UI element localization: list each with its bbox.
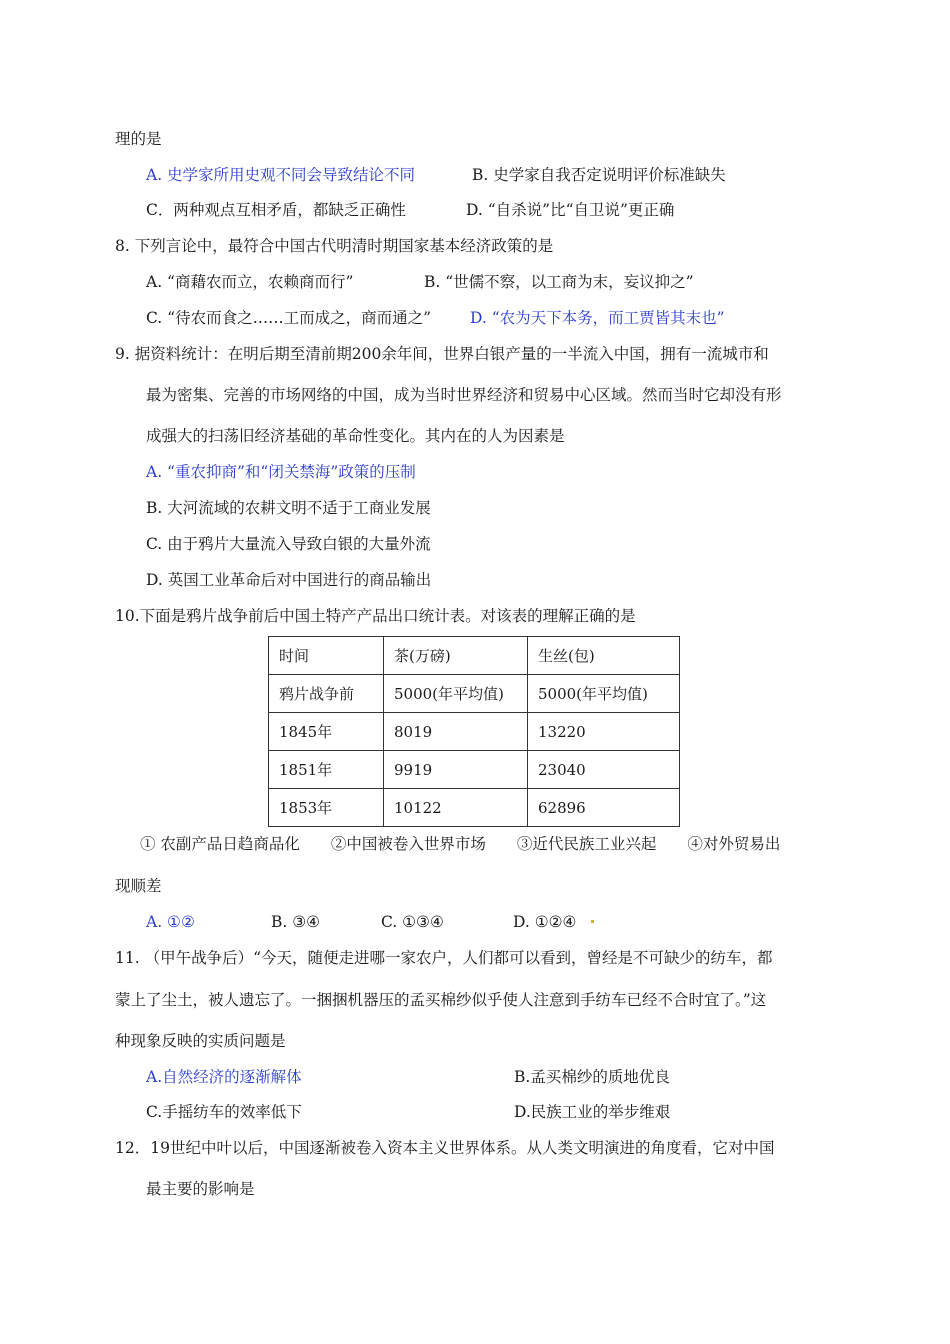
table-cell: 23040 — [528, 751, 680, 789]
q7-option-b: B. 史学家自我否定说明评价标准缺失 — [472, 166, 726, 184]
table-cell: 1845年 — [269, 713, 384, 751]
table-cell: 10122 — [384, 789, 528, 827]
table-row — [269, 751, 680, 789]
q11-option-b: B.孟买棉纱的质地优良 — [514, 1068, 670, 1086]
q10-items-line1: ① 农副产品日趋商品化 ②中国被卷入世界市场 ③近代民族工业兴起 ④对外贸易出 — [140, 835, 781, 853]
table-header-row — [269, 637, 680, 675]
q11-stem-line3: 种现象反映的实质问题是 — [115, 1032, 286, 1050]
q11-option-c: C.手摇纺车的效率低下 — [146, 1103, 302, 1121]
q7-stem-tail: 理的是 — [115, 130, 162, 148]
table-cell: 9919 — [384, 751, 528, 789]
q8-option-c: C. “待农而食之……工而成之，商而通之” — [146, 309, 432, 327]
stray-mark — [591, 920, 594, 923]
table-header-cell: 时间 — [269, 637, 384, 675]
q12-stem-line2: 最主要的影响是 — [146, 1180, 255, 1198]
table-cell: 鸦片战争前 — [269, 675, 384, 713]
q11-option-a: A.自然经济的逐渐解体 — [146, 1068, 302, 1086]
q12-stem-line1: 12．19世纪中叶以后，中国逐渐被卷入资本主义世界体系。从人类文明演进的角度看，它对中国 — [115, 1139, 775, 1157]
q7-option-a: A. 史学家所用史观不同会导致结论不同 — [146, 166, 416, 184]
q10-option-b: B. ③④ — [271, 913, 321, 931]
table-cell: 1853年 — [269, 789, 384, 827]
q9-option-b: B. 大河流域的农耕文明不适于工商业发展 — [146, 499, 431, 517]
q10-items-line2: 现顺差 — [115, 877, 162, 895]
q9-stem-line1: 9. 据资料统计：在明后期至清前期200余年间，世界白银产量的一半流入中国，拥有一流城市和 — [115, 345, 769, 363]
q11-stem-line1: 11. （甲午战争后）“今天，随便走进哪一家农户，人们都可以看到，曾经是不可缺少的纺车，都 — [115, 949, 773, 967]
q11-option-d: D.民族工业的举步维艰 — [514, 1103, 671, 1121]
table-header-cell: 茶(万磅) — [384, 637, 528, 675]
table-cell: 5000(年平均值) — [384, 675, 528, 713]
table-row — [269, 713, 680, 751]
table-cell: 8019 — [384, 713, 528, 751]
q10-option-c: C. ①③④ — [381, 913, 444, 931]
table-row — [269, 789, 680, 827]
q9-option-d: D. 英国工业革命后对中国进行的商品输出 — [146, 571, 432, 589]
q8-option-d: D. “农为天下本务，而工贾皆其末也” — [470, 309, 725, 327]
table-row — [269, 675, 680, 713]
q9-stem-line3: 成强大的扫荡旧经济基础的革命性变化。其内在的人为因素是 — [146, 427, 565, 445]
q10-stem: 10.下面是鸦片战争前后中国土特产产品出口统计表。对该表的理解正确的是 — [115, 607, 636, 625]
q7-option-d: D. “自杀说”比“自卫说”更正确 — [466, 201, 675, 219]
table-cell: 1851年 — [269, 751, 384, 789]
q9-option-c: C. 由于鸦片大量流入导致白银的大量外流 — [146, 535, 431, 553]
q11-stem-line2: 蒙上了尘土，被人遗忘了。一捆捆机器压的孟买棉纱似乎使人注意到手纺车已经不合时宜了。”这 — [115, 991, 767, 1009]
q10-option-a: A. ①② — [146, 913, 195, 931]
table-cell: 5000(年平均值) — [528, 675, 680, 713]
q8-option-b: B. “世儒不察，以工商为末，妄议抑之” — [424, 273, 694, 291]
table-cell: 62896 — [528, 789, 680, 827]
q10-option-d: D. ①②④ — [513, 913, 577, 931]
q9-option-a: A. “重农抑商”和“闭关禁海”政策的压制 — [146, 463, 416, 481]
q9-stem-line2: 最为密集、完善的市场网络的中国，成为当时世界经济和贸易中心区域。然而当时它却没有形 — [146, 386, 782, 404]
export-statistics-table — [268, 636, 680, 827]
q8-stem: 8. 下列言论中，最符合中国古代明清时期国家基本经济政策的是 — [115, 237, 554, 255]
table-header-cell: 生丝(包) — [528, 637, 680, 675]
q7-option-c: C．两种观点互相矛盾，都缺乏正确性 — [146, 201, 406, 219]
table-cell: 13220 — [528, 713, 680, 751]
q8-option-a: A. “商藉农而立，农赖商而行” — [146, 273, 354, 291]
